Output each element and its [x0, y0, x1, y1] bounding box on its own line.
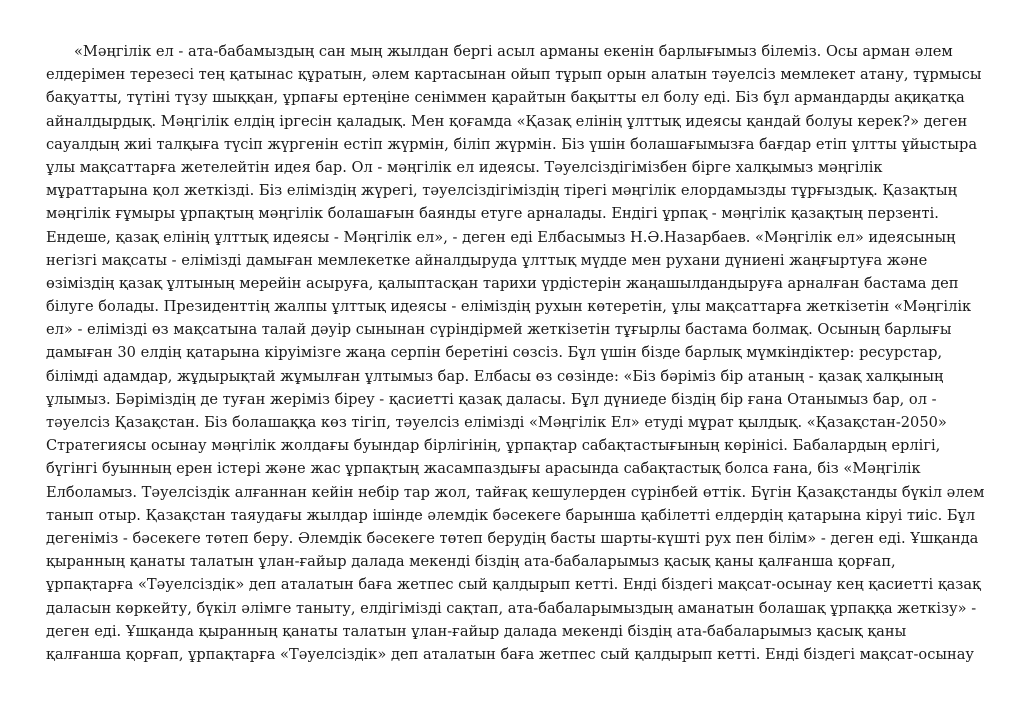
- text-line: бүгінгі буынның ерен істері және жас ұрпақтың жасампаздығы арасында сабақтастық болса ғана, біз «Мәңгілік: [46, 460, 921, 478]
- text-line: негізгі мақсаты - елімізді дамыған мемлекетке айналдыруда ұлттық мүдде мен рухани дүниені жаңғыртуға және: [46, 251, 928, 269]
- text-line: «Мәңгілік ел - ата-бабамыздың сан мың жылдан бергі асыл арманы екенін барлығымыз білеміз. Осы арман әлем: [74, 43, 953, 60]
- text-line: мәңгілік ғұмыры ұрпақтың мәңгілік болашағын баянды етуге арналады. Ендігі ұрпақ - мәңгілік қазақтың перзенті.: [46, 205, 939, 223]
- text-line: дегеніміз - бәсекеге төтеп беру. Әлемдік бәсекеге төтеп берудің басты шарты-күшті рух пен білім» - деген еді. Ұшқанда: [46, 529, 979, 547]
- text-line: айналдырдық. Мәңгілік елдің іргесін қаладық. Мен қоғамда «Қазақ елінің ұлттық идеясы қандай болуы керек?» деген: [46, 112, 968, 130]
- text-line: Елболамыз. Тәуелсіздік алғаннан кейін небір тар жол, тайғақ кешулерден сүрінбей өттік. Бүгін Қазақстанды бүкіл әлем: [46, 483, 985, 501]
- text-line: білуге болады. Президенттің жалпы ұлттық идеясы - еліміздің рухын көтеретін, ұлы мақсаттарға жеткізетін «Мәңгілік: [46, 298, 972, 316]
- text-line: ұлымыз. Бәріміздің де туған жеріміз біреу - қасиетті қазақ даласы. Бұл дүниеде біздің бір ғана Отанымыз бар, ол -: [46, 390, 937, 408]
- text-line: қалғанша қорғап, ұрпақтарға «Тәуелсіздік» деп аталатын баға жетпес сый қалдырып кетті. Енді біздегі мақсат-осынау: [46, 645, 975, 663]
- text-line: тәуелсіз Қазақстан. Біз болашаққа көз тігіп, тәуелсіз елімізді «Мәңгілік Ел» етуді мұрат қылдық. «Қазақстан-2050»: [46, 414, 947, 431]
- text-line: ұлы мақсаттарға жетелейтін идея бар. Ол - мәңгілік ел идеясы. Тәуелсіздігімізбен бірге халқымыз мәңгілік: [46, 158, 883, 176]
- document-paragraph: [46, 40, 986, 666]
- text-line: Стратегиясы осынау мәңгілік жолдағы буындар бірлігінің, ұрпақтар сабақтастығының көрінісі. Бабалардың ерлігі,: [46, 437, 941, 455]
- text-line: елдерімен терезесі тең қатынас құратын, әлем картасынан ойып тұрып орын алатын тәуелсіз мемлекет атану, тұрмысы: [46, 66, 982, 84]
- text-line: бақуатты, түтіні түзу шыққан, ұрпағы ертеңіне сеніммен қарайтын бақытты ел болу еді. Біз бұл армандарды ақиқатқа: [46, 89, 965, 107]
- text-line: өзіміздің қазақ ұлтының мерейін асыруға, қалыптасқан тарихи үрдістерін жаңашылдандыруға арналған бастама деп: [46, 274, 959, 292]
- text-line: қыранның қанаты талатын ұлан-ғайыр далада мекенді біздің ата-бабаларымыз қасық қаны қалғанша қорғап,: [46, 553, 896, 571]
- text-line: білімді адамдар, жұдырықтай жұмылған ұлтымыз бар. Елбасы өз сөзінде: «Біз бәріміз бір атаның - қазақ халқының: [46, 367, 944, 385]
- text-line: танып отыр. Қазақстан таяудағы жылдар ішінде әлемдік бәсекеге барынша қабілетті елдердің қатарына кіруі тиіс. Бұл: [46, 506, 976, 524]
- text-line: ел» - елімізді өз мақсатына талай дәуір сынынан сүріндірмей жеткізетін тұғырлы бастама болмақ. Осының барлығы: [46, 321, 952, 339]
- text-line: сауалдың жиі талқыға түсіп жүргенін естіп жүрмін, біліп жүрмін. Біз үшін болашағымызға бағдар етіп ұлтты ұйыстыра: [46, 135, 978, 153]
- text-line: Ендеше, қазақ елінің ұлттық идеясы - Мәңгілік ел», - деген еді Елбасымыз Н.Ә.Назарбаев. «Мәңгілік ел» идеясының: [46, 228, 956, 246]
- text-line: мұраттарына қол жеткізді. Біз еліміздің жүрегі, тәуелсіздігіміздің тірегі мәңгілік елордамызды тұрғыздық. Қазақтың: [46, 182, 957, 200]
- text-line: дамыған 30 елдің қатарына кіруімізге жаңа серпін беретіні сөзсіз. Бұл үшін бізде барлық мүмкіндіктер: ресурстар,: [46, 344, 943, 362]
- text-line: деген еді. Ұшқанда қыранның қанаты талатын ұлан-ғайыр далада мекенді біздің ата-бабаларымыз қасық қаны: [46, 622, 907, 640]
- text-line: даласын көркейту, бүкіл әлімге таныту, елдігімізді сақтап, ата-бабаларымыздың аманатын болашақ ұрпаққа жеткізу» -: [46, 599, 977, 617]
- text-line: ұрпақтарға «Тәуелсіздік» деп аталатын баға жетпес сый қалдырып кетті. Енді біздегі мақсат-осынау кең қасиетті қазақ: [46, 576, 981, 594]
